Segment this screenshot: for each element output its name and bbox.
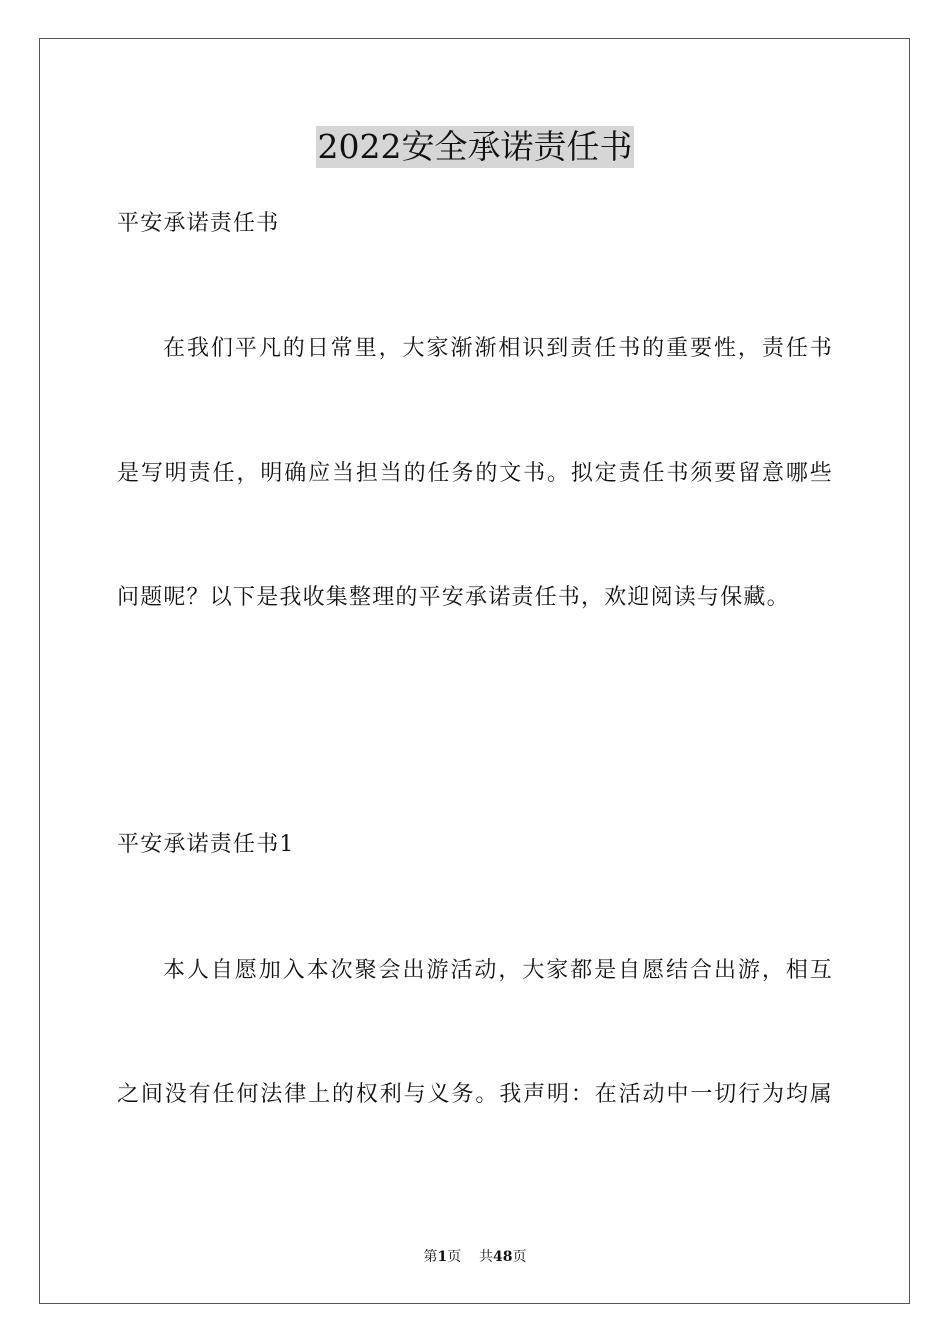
title-container (0, 126, 950, 168)
page-number: 1 (437, 1249, 448, 1265)
page-prefix: 第 (423, 1249, 438, 1265)
document-subtitle: 平安承诺责任书 (117, 211, 280, 236)
section-heading: 平安承诺责任书1 (117, 832, 295, 857)
total-suffix: 页 (512, 1249, 527, 1265)
total-prefix: 共 (479, 1249, 494, 1265)
page-suffix: 页 (447, 1249, 462, 1265)
document-title: 2022安全承诺责任书 (317, 127, 633, 166)
intro-line-3: 问题呢？以下是我收集整理的平安承诺责任书，欢迎阅读与保藏。 (117, 585, 790, 610)
intro-line-1: 在我们平凡的日常里，大家渐渐相识到责任书的重要性，责任书 (163, 336, 833, 361)
total-pages: 48 (493, 1249, 513, 1265)
section-line-1: 本人自愿加入本次聚会出游活动，大家都是自愿结合出游，相互 (163, 958, 833, 983)
page-footer (0, 1247, 950, 1267)
intro-line-2: 是写明责任，明确应当担当的任务的文书。拟定责任书须要留意哪些 (117, 461, 833, 486)
section-line-2: 之间没有任何法律上的权利与义务。我声明：在活动中一切行为均属 (117, 1082, 833, 1107)
